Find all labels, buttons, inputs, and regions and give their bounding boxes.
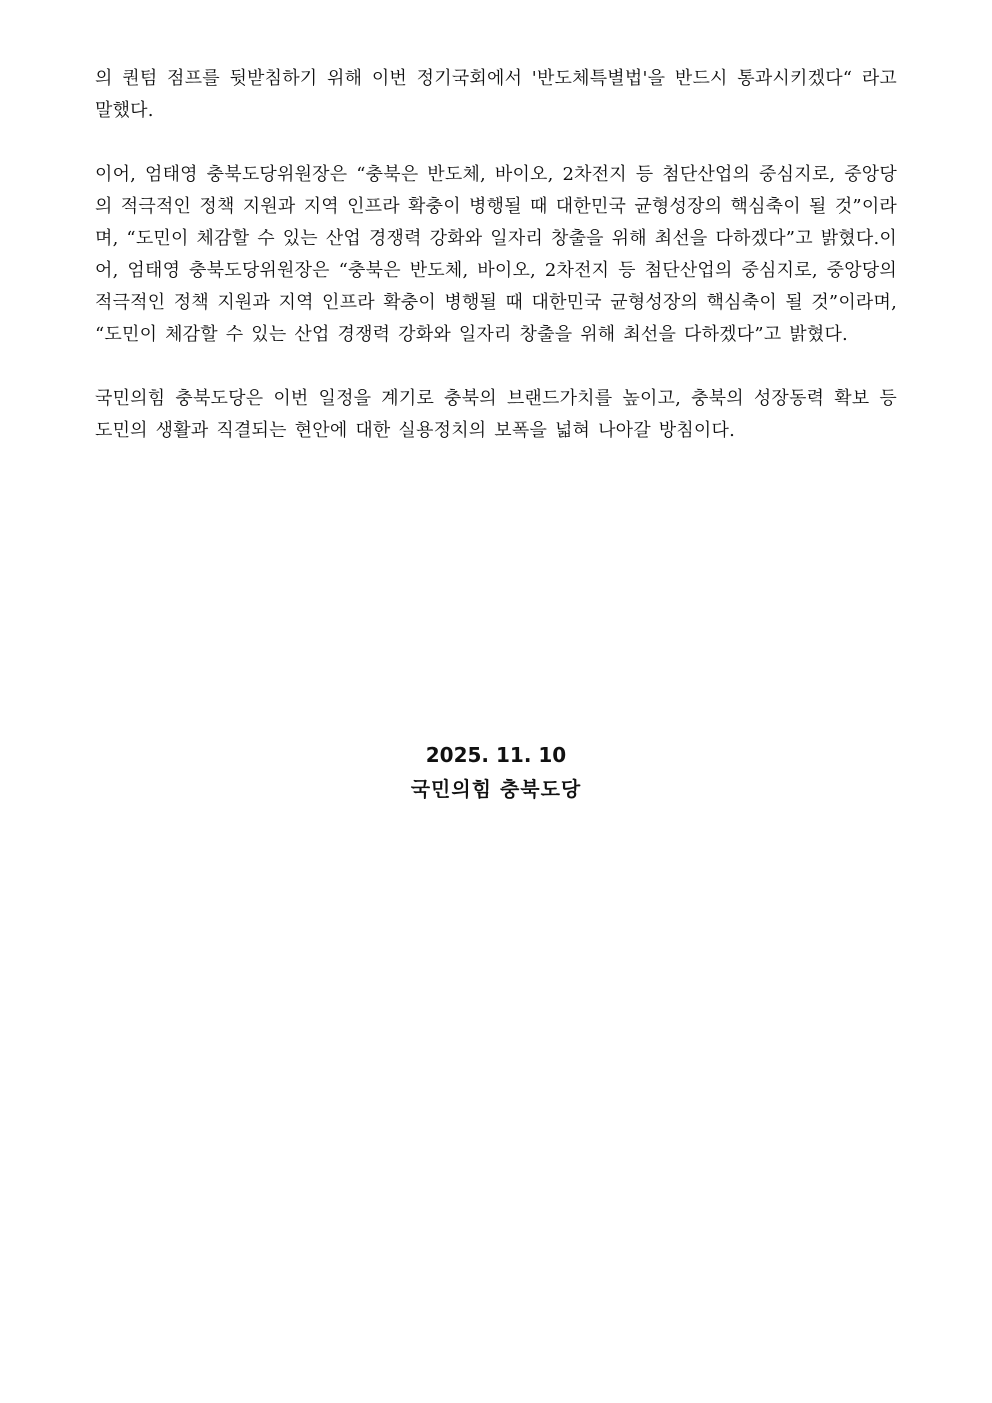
press-release-body xyxy=(95,63,897,479)
paragraph-quote-conclusion: 의 퀀텀 점프를 뒷받침하기 위해 이번 정기국회에서 '반도체특별법'을 반드시 통과시키겠다“ 라고 말했다. xyxy=(95,68,897,121)
closing-block xyxy=(0,738,992,806)
release-date: 2025. 11. 10 xyxy=(425,743,567,767)
organization-name: 국민의힘 충북도당 xyxy=(410,777,582,801)
paragraph-party-plan: 국민의힘 충북도당은 이번 일정을 계기로 충북의 브랜드가치를 높이고, 충북의 성장동력 확보 등 도민의 생활과 직결되는 현안에 대한 실용정치의 보폭을 넓혀 나아갈 방침이다. xyxy=(95,388,897,441)
paragraph-chair-statement: 이어, 엄태영 충북도당위원장은 “충북은 반도체, 바이오, 2차전지 등 첨단산업의 중심지로, 중앙당의 적극적인 정책 지원과 지역 인프라 확충이 병행될 때 대한민국 균형성장의 핵심축이 될 것”이라며, “도민이 체감할 수 있는 산업 경쟁력 강화와 일자리 창출을 위해 최선을 다하겠다”고 밝혔다.이어, 엄태영 충북도당위원장은 “충북은 반도체, 바이오, 2차전지 등 첨단산업의 중심지로, 중앙당의 적극적인 정책 지원과 지역 인프라 확충이 병행될 때 대한민국 균형성장의 핵심축이 될 것”이라며, “도민이 체감할 수 있는 산업 경쟁력 강화와 일자리 창출을 위해 최선을 다하겠다”고 밝혔다. xyxy=(95,164,897,345)
